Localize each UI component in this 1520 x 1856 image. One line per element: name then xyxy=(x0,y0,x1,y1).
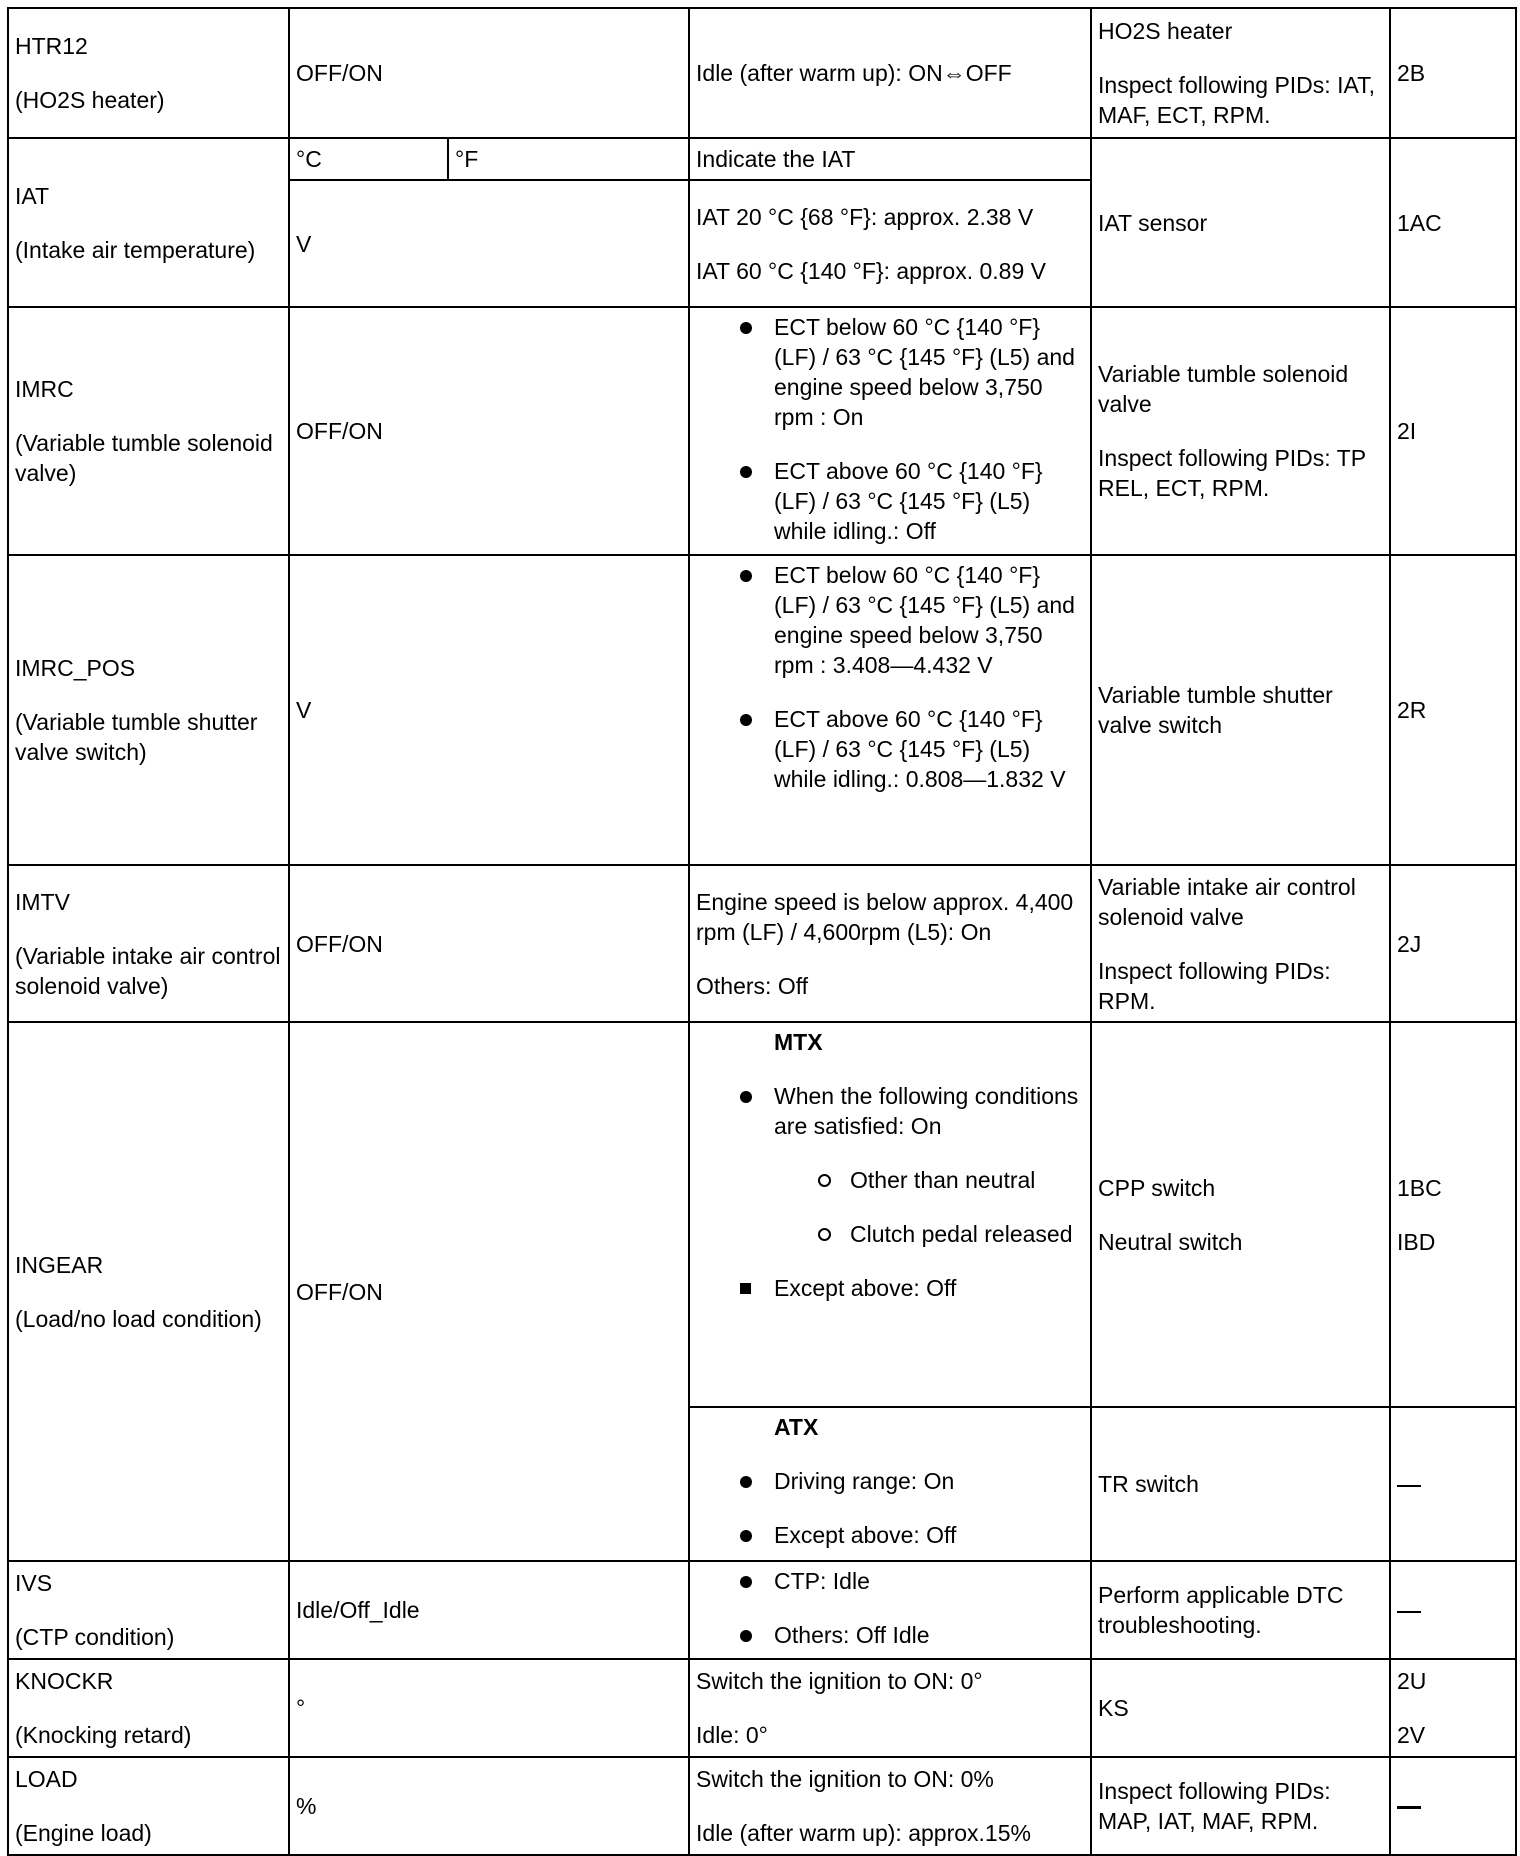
condition-cell: Switch the ignition to ON: 0% Idle (after warm up): approx.15% xyxy=(689,1757,1091,1855)
terminal-cell: 2I xyxy=(1390,307,1516,555)
table-row xyxy=(8,555,1516,865)
mtx-heading: MTX xyxy=(774,1029,823,1055)
list-item: ECT above 60 °C {140 °F} (LF) / 63 °C {145 °F} (L5) while idling.: 0.808—1.832 V xyxy=(774,704,1084,794)
list-item: ECT below 60 °C {140 °F} (LF) / 63 °C {145 °F} (L5) and engine speed below 3,750 rpm : On xyxy=(774,312,1084,432)
unit-cell: % xyxy=(289,1757,689,1855)
list-item: Except above: Off xyxy=(774,1273,1084,1303)
terminal-cell: 1AC xyxy=(1390,138,1516,307)
action-cell: Variable tumble shutter valve switch xyxy=(1091,555,1390,865)
list-item: Except above: Off xyxy=(774,1520,1084,1550)
unit-cell: OFF/ON xyxy=(289,865,689,1022)
unit-cell-volt: V xyxy=(289,180,689,307)
condition-cell: IAT 20 °C {68 °F}: approx. 2.38 V IAT 60 °C {140 °F}: approx. 0.89 V xyxy=(689,180,1091,307)
condition-cell: Idle (after warm up): ON⇔OFF xyxy=(689,8,1091,138)
pid-cell: HTR12 (HO2S heater) xyxy=(8,8,289,138)
action-cell: KS xyxy=(1091,1659,1390,1757)
pid-cell: INGEAR (Load/no load condition) xyxy=(8,1022,289,1561)
condition-cell: Indicate the IAT xyxy=(689,138,1091,180)
terminal-cell xyxy=(1390,1757,1516,1855)
action-cell: Variable tumble solenoid valve Inspect following PIDs: TP REL, ECT, RPM. xyxy=(1091,307,1390,555)
action-cell: Perform applicable DTC troubleshooting. xyxy=(1091,1561,1390,1659)
terminal-cell: 2B xyxy=(1390,8,1516,138)
table-row xyxy=(8,1757,1516,1855)
pid-cell: IVS (CTP condition) xyxy=(8,1561,289,1659)
terminal-cell xyxy=(1390,1561,1516,1659)
list-item: CTP: Idle xyxy=(774,1566,1084,1596)
list-item: ECT above 60 °C {140 °F} (LF) / 63 °C {145 °F} (L5) while idling.: Off xyxy=(774,456,1084,546)
pid-cell: IMRC_POS (Variable tumble shutter valve switch) xyxy=(8,555,289,865)
dash xyxy=(1397,1485,1421,1487)
table-row xyxy=(8,865,1516,1022)
pid-cell: KNOCKR (Knocking retard) xyxy=(8,1659,289,1757)
action-cell: TR switch xyxy=(1091,1407,1390,1561)
atx-heading: ATX xyxy=(774,1414,819,1440)
condition-cell xyxy=(689,1561,1091,1659)
action-cell: IAT sensor xyxy=(1091,138,1390,307)
sub-list-item: Clutch pedal released xyxy=(850,1219,1084,1249)
unit-cell: Idle/Off_Idle xyxy=(289,1561,689,1659)
action-cell: Variable intake air control solenoid valve Inspect following PIDs: RPM. xyxy=(1091,865,1390,1022)
pid-cell: IMTV (Variable intake air control solenoid valve) xyxy=(8,865,289,1022)
terminal-cell xyxy=(1390,1407,1516,1561)
condition-cell xyxy=(689,555,1091,865)
action-cell: CPP switch Neutral switch xyxy=(1091,1022,1390,1407)
terminal-cell: 2R xyxy=(1390,555,1516,865)
pid-cell: IMRC (Variable tumble solenoid valve) xyxy=(8,307,289,555)
terminal-cell: 2U 2V xyxy=(1390,1659,1516,1757)
sub-list-item: Other than neutral xyxy=(850,1165,1084,1195)
table-row xyxy=(8,307,1516,555)
table-row xyxy=(8,1659,1516,1757)
list-item: Driving range: On xyxy=(774,1466,1084,1496)
condition-cell: Engine speed is below approx. 4,400 rpm (LF) / 4,600rpm (L5): On Others: Off xyxy=(689,865,1091,1022)
unit-cell-fahrenheit: °F xyxy=(448,138,689,180)
dash xyxy=(1397,1611,1421,1613)
condition-cell-atx xyxy=(689,1407,1091,1561)
unit-cell: OFF/ON xyxy=(289,8,689,138)
list-item: Others: Off Idle xyxy=(774,1620,1084,1650)
table-row xyxy=(8,1022,1516,1407)
terminal-cell: 1BC IBD xyxy=(1390,1022,1516,1407)
unit-cell: V xyxy=(289,555,689,865)
list-item: ECT below 60 °C {140 °F} (LF) / 63 °C {145 °F} (L5) and engine speed below 3,750 rpm : 3.408—4.432 V xyxy=(774,560,1084,680)
dash xyxy=(1397,1806,1421,1809)
unit-cell: ° xyxy=(289,1659,689,1757)
action-cell: HO2S heater Inspect following PIDs: IAT, MAF, ECT, RPM. xyxy=(1091,8,1390,138)
table-row xyxy=(8,1561,1516,1659)
pid-cell: LOAD (Engine load) xyxy=(8,1757,289,1855)
table-row xyxy=(8,138,1516,180)
list-item: When the following conditions are satisfied: On Other than neutral Clutch pedal released xyxy=(774,1081,1084,1249)
condition-cell-mtx xyxy=(689,1022,1091,1407)
table-row xyxy=(8,8,1516,138)
terminal-cell: 2J xyxy=(1390,865,1516,1022)
action-cell: Inspect following PIDs: MAP, IAT, MAF, RPM. xyxy=(1091,1757,1390,1855)
pid-cell: IAT (Intake air temperature) xyxy=(8,138,289,307)
unit-cell-celsius: °C xyxy=(289,138,448,180)
unit-cell: OFF/ON xyxy=(289,307,689,555)
pid-table xyxy=(7,7,1517,1856)
condition-cell: Switch the ignition to ON: 0° Idle: 0° xyxy=(689,1659,1091,1757)
unit-cell: OFF/ON xyxy=(289,1022,689,1561)
condition-cell xyxy=(689,307,1091,555)
